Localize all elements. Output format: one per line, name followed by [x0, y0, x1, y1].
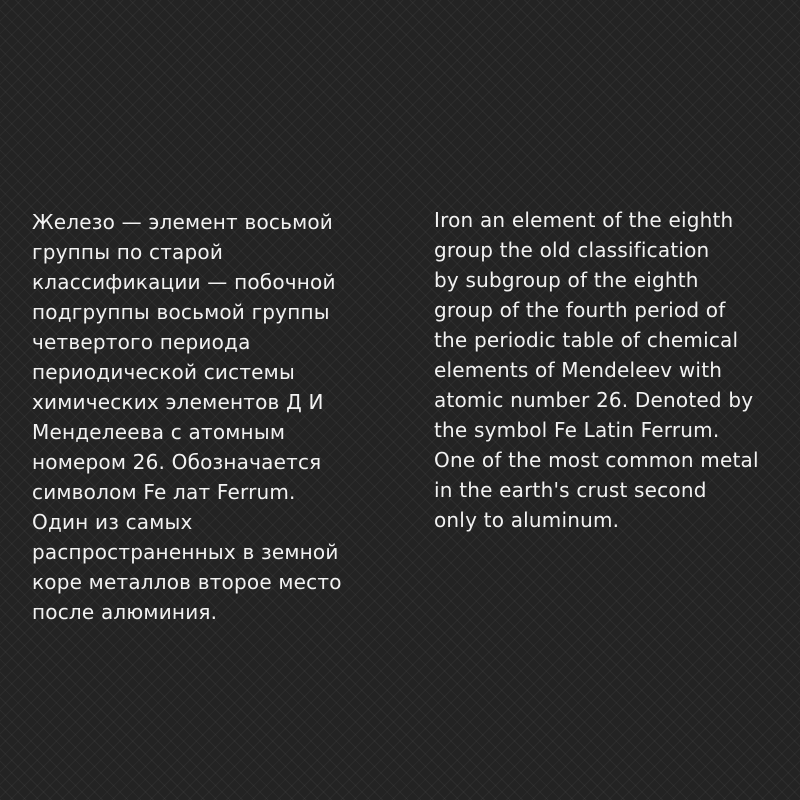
- russian-line: подгруппы восьмой группы: [32, 300, 330, 324]
- english-line: group of the fourth period of: [434, 298, 726, 322]
- english-paragraph: [434, 205, 790, 535]
- english-line: in the earth's crust second: [434, 478, 707, 502]
- english-line: only to aluminum.: [434, 508, 620, 532]
- english-line: the symbol Fe Latin Ferrum.: [434, 418, 720, 442]
- russian-line: распространенных в земной: [32, 540, 339, 564]
- russian-line: периодической системы: [32, 360, 295, 384]
- english-line: Iron an element of the eighth: [434, 208, 734, 232]
- russian-paragraph: [32, 207, 392, 627]
- english-line: elements of Mendeleev with: [434, 358, 723, 382]
- english-line: atomic number 26. Denoted by: [434, 388, 754, 412]
- russian-line: группы по старой: [32, 240, 224, 264]
- russian-line: символом Fe лат Ferrum.: [32, 480, 296, 504]
- russian-line: Один из самых: [32, 510, 193, 534]
- russian-line: номером 26. Обозначается: [32, 450, 322, 474]
- russian-line: коре металлов второе место: [32, 570, 342, 594]
- english-line: One of the most common metal: [434, 448, 759, 472]
- english-line: group the old classification: [434, 238, 710, 262]
- russian-line: химических элементов Д И: [32, 390, 324, 414]
- russian-line: четвертого периода: [32, 330, 251, 354]
- russian-line: после алюминия.: [32, 600, 218, 624]
- english-line: by subgroup of the eighth: [434, 268, 699, 292]
- english-line: the periodic table of chemical: [434, 328, 739, 352]
- russian-line: Менделеева с атомным: [32, 420, 286, 444]
- russian-line: Железо — элемент восьмой: [32, 210, 333, 234]
- russian-line: классификации — побочной: [32, 270, 336, 294]
